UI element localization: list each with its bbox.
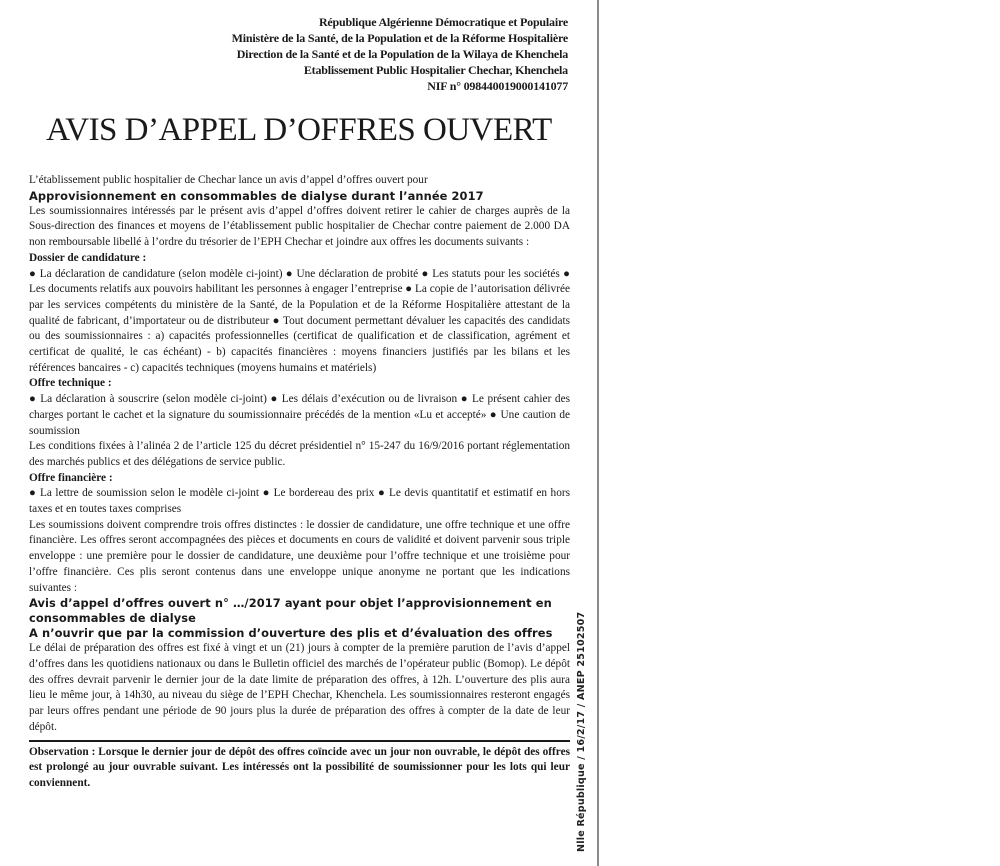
observation-text: Observation : Lorsque le dernier jour de dépôt des offres coïncide avec un jour non ouvrable, le dépôt des offres est prolongé au jour ouvrable suivant. Les intéressés ont la possibilité de soumissionner pour les lots qui leur conviennent.	[29, 745, 570, 789]
page-divider	[597, 0, 599, 866]
header-nif: NIF n° 098440019000141077	[427, 79, 568, 93]
envelope-label-opening: A n’ouvrir que par la commission d’ouverture des plis et d’évaluation des offres	[29, 626, 553, 641]
envelope-label-subject: Avis d’appel d’offres ouvert n° …/2017 ayant pour objet l’approvisionnement en consommables de dialyse	[29, 596, 552, 626]
paragraph-retrieval: Les soumissionnaires intéressés par le présent avis d’appel d’offres doivent retirer le cahier de charges auprès de la Sous-direction des finances et moyens de l’établissement public hospitalier de Chechar contre paiement de 2.000 DA non remboursable libellé à l’ordre du trésorier de l’EPH Chechar et joindre aux offres les documents suivants :	[29, 204, 570, 249]
issuer-header	[128, 14, 568, 94]
intro-text: L’établissement public hospitalier de Chechar lance un avis d’appel d’offres ouvert pour	[29, 174, 428, 186]
header-direction: Direction de la Santé et de la Population de la Wilaya de Khenchela	[236, 47, 568, 61]
dossier-heading: Dossier de candidature :	[29, 251, 147, 264]
technical-offer-heading: Offre technique :	[29, 377, 112, 390]
notice-body	[29, 173, 570, 792]
header-republic: République Algérienne Démocratique et Populaire	[318, 15, 568, 29]
header-establishment: Etablissement Public Hospitalier Chechar, Khenchela	[303, 63, 568, 77]
financial-offer-list: ● La lettre de soumission selon le modèle ci-joint ● Le bordereau des prix ● Le devis quantitatif et estimatif en hors taxes et en toutes taxes comprises	[29, 487, 570, 516]
financial-offer-heading: Offre financière :	[29, 471, 113, 484]
subject-heading: Approvisionnement en consommables de dialyse durant l’année 2017	[29, 188, 484, 203]
conditions-text: Les conditions fixées à l’alinéa 2 de l’article 125 du décret présidentiel n° 15-247 du 16/9/2016 portant réglementation des marchés publics et des délégations de service public.	[29, 440, 570, 468]
paragraph-offers: Les soumissions doivent comprendre trois offres distinctes : le dossier de candidature, une offre technique et une offre financière. Les offres seront accompagnées des pièces et documents en cours de validité et doivent parvenir sous triple enveloppe : une première pour le dossier de candidature, une deuxième pour l’offre technique et une troisième pour l’offre financière. Ces plis seront contenus dans une enveloppe unique anonyme ne portant que les indications suivantes :	[29, 518, 570, 594]
publication-credit: Nlle République / 16/2/17 / ANEP 25102507	[576, 611, 587, 852]
observation-block	[29, 740, 570, 792]
notice-title: AVIS D’APPEL D’OFFRES OUVERT	[46, 112, 552, 148]
paragraph-deadline: Le délai de préparation des offres est fixé à vingt et un (21) jours à compter de la première parution de l’avis d’appel d’offres dans les quotidiens nationaux ou dans le Bulletin officiel des marchés de l’opérateur public (Bomop). Le dépôt des offres devrait parvenir le dernier jour de la date limite de préparation des offres, à 12h. L’ouverture des plis aura lieu le même jour, à 14h30, au niveau du siège de l’EPH Chechar, Khenchela. Les soumissionnaires resteront engagés par leurs offres pendant une période de 90 jours plus la durée de préparation des offres à compter de la date de leur dépôt.	[29, 642, 570, 733]
dossier-list: ● La déclaration de candidature (selon modèle ci-joint) ● Une déclaration de probité ● Les statuts pour les sociétés ● Les documents relatifs aux pouvoirs habilitant les personnes à engager l’entreprise ● La copie de l’autorisation délivrée par les services compétents du ministère de la Santé, de la Population et de la Réforme Hospitalière attestant de la qualité de fabricant, d’importateur ou de distributeur ● Tout document permettant dévaluer les capacités des candidats ou des soumissionnaires : a) capacités professionnelles (certificat de qualification et de classification, agrément et certificat de qualité, le cas échéant) - b) capacités financières : moyens financiers justifiés par les bilans et les références bancaires - c) capacités techniques (moyens humains et matériels)	[29, 267, 570, 374]
header-ministry: Ministère de la Santé, de la Population et de la Réforme Hospitalière	[231, 31, 568, 45]
technical-offer-list: ● La déclaration à souscrire (selon modèle ci-joint) ● Les délais d’exécution ou de livraison ● Le présent cahier des charges portant le cachet et la signature du soumissionnaire précédés de la mention «Lu et accepté» ● Une caution de soumission	[29, 393, 570, 437]
